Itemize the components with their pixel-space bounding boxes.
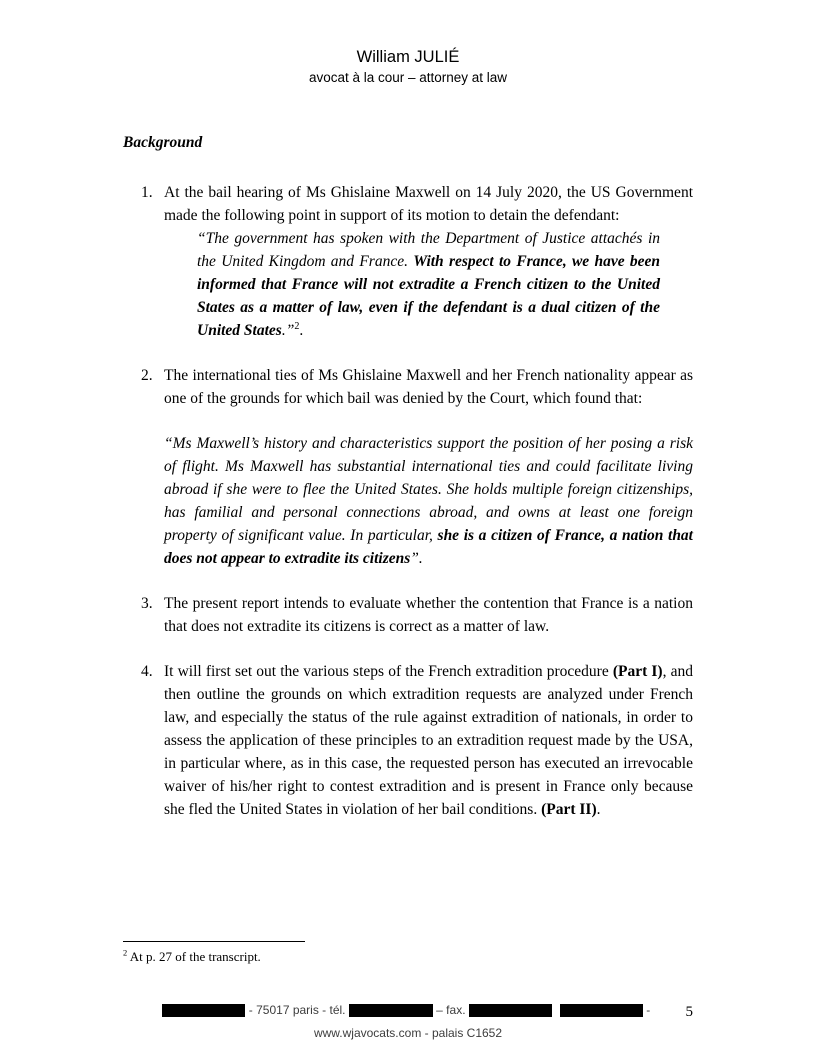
footnote-text: At p. 27 of the transcript. <box>127 949 261 964</box>
redaction-box-phone <box>349 1004 433 1017</box>
footer-text-run: - 75017 paris - tél. <box>245 1003 349 1017</box>
text-run: , and then outline the grounds on which extradition requests are analyzed under French law, and especially the status of the rule against extradition of nationals, in order to assess the application of these principles to an extradition request made by the USA, in particular where, as in this case, the requested person has executed an irrevocable waiver of his/her right to contest extradition and is present in France only because she fled the United States in violation of her bail conditions. <box>164 663 693 818</box>
quote-text-run: “Ms Maxwell’s history and characteristics support the position of her posing a risk of flight. Ms Maxwell has substantial international ties and could facilitate living abroad if she were to flee the United States. She holds multiple foreign citizenships, has familial and personal connections abroad, and owns at least one foreign property of significant value. In particular, <box>164 435 693 544</box>
text-run: . <box>596 801 601 818</box>
item-2-body <box>164 364 693 570</box>
quote-text-run: . <box>299 322 304 339</box>
item-1-body <box>164 181 693 342</box>
redaction-box-fax <box>469 1004 552 1017</box>
quote-text-run: ”. <box>410 550 423 567</box>
list-item-4 <box>123 660 693 821</box>
list-item-3 <box>123 592 693 638</box>
quote-text-run: .” <box>281 322 295 339</box>
footer-website-line: www.wjavocats.com - palais C1652 <box>313 1026 503 1040</box>
part-two-label: (Part II) <box>541 801 597 818</box>
numbered-list <box>123 181 693 821</box>
page-footer <box>123 1003 693 1045</box>
item-1-quote <box>197 227 660 342</box>
item-1-text: At the bail hearing of Ms Ghislaine Maxwell on 14 July 2020, the US Government made the following point in support of its motion to detain the defendant: <box>164 184 693 224</box>
page-number: 5 <box>685 1004 693 1020</box>
list-item-1 <box>123 181 693 342</box>
quote-text-run: “The government has spoken with the Department of Justice attachés in the United Kingdom and France. <box>197 230 660 270</box>
item-3-number: 3. <box>141 595 153 612</box>
item-2-text: The international ties of Ms Ghislaine Maxwell and her French nationality appear as one of the grounds for which bail was denied by the Court, which found that: <box>164 367 693 407</box>
letterhead-subtitle: avocat à la cour – attorney at law <box>308 70 508 85</box>
letterhead-name: William JULIÉ <box>356 48 460 66</box>
redaction-box-extra <box>560 1004 643 1017</box>
item-1-number: 1. <box>141 184 153 201</box>
redaction-box-address <box>162 1004 245 1017</box>
part-one-label: (Part I) <box>612 663 663 680</box>
item-4-number: 4. <box>141 663 153 680</box>
footnote-separator <box>123 941 305 942</box>
letterhead <box>123 46 693 87</box>
spacer <box>552 1010 560 1011</box>
quote-bold-run: With respect to France, we have been informed that France will not extradite a French citizen to the United States as a matter of law, even if the defendant is a dual citizen of the United States <box>197 253 660 339</box>
footer-contact-line <box>123 1003 693 1018</box>
item-2-number: 2. <box>141 367 153 384</box>
footer-text-run: – fax. <box>432 1003 469 1017</box>
text-run: It will first set out the various steps of the French extradition procedure <box>164 663 613 680</box>
list-item-2 <box>123 364 693 570</box>
footnote-number: 2 <box>123 947 128 958</box>
footnote-marker: 2 <box>294 320 300 332</box>
footnote <box>123 948 261 965</box>
item-3-body <box>164 592 693 638</box>
item-3-text: The present report intends to evaluate whether the contention that France is a nation that does not extradite its citizens is correct as a matter of law. <box>164 595 693 635</box>
footer-text-run: - <box>642 1003 654 1017</box>
item-4-body <box>164 660 693 821</box>
item-4-text <box>164 660 693 821</box>
spacer <box>164 410 693 432</box>
quote-bold-run: she is a citizen of France, a nation that does not appear to extradite its citizens <box>164 527 693 567</box>
item-2-quote <box>164 432 693 570</box>
section-heading: Background <box>123 134 203 151</box>
